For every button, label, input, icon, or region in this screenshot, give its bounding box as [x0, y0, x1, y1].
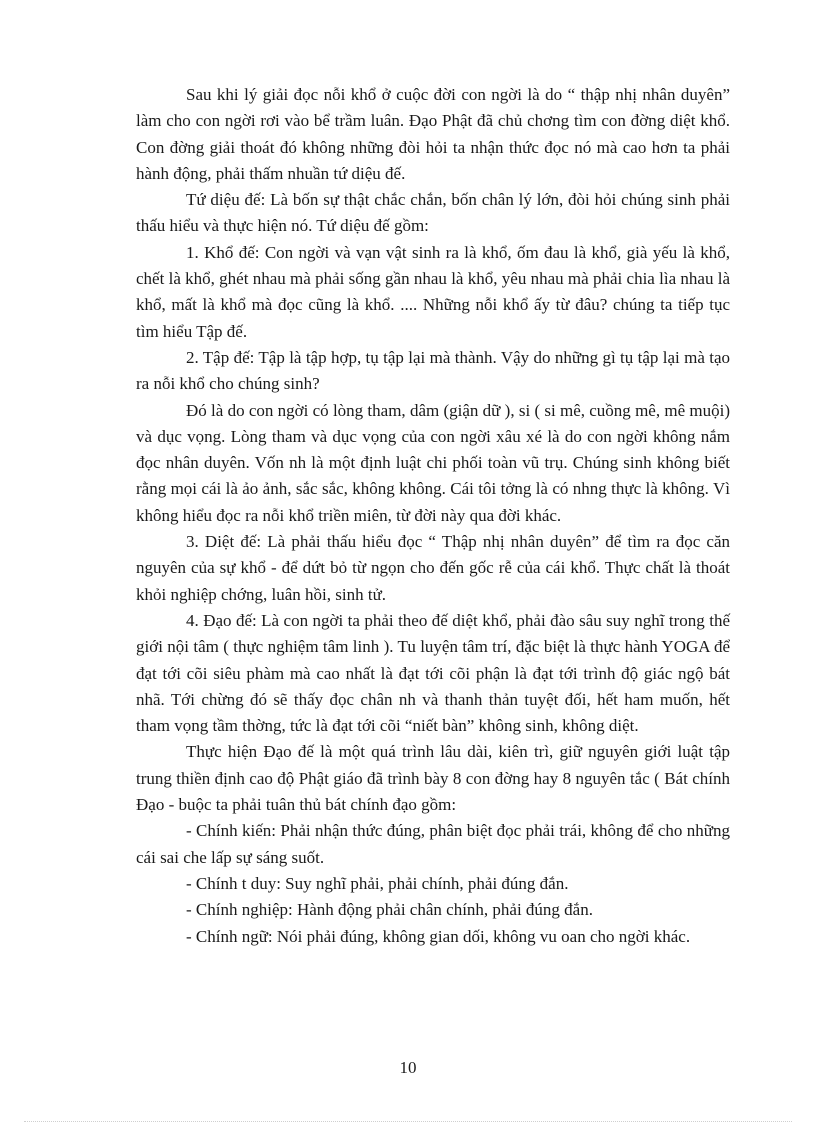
paragraph-intro: Sau khi lý giải đọc nỗi khổ ở cuộc đời con ngời là do “ thập nhị nhân duyên” làm cho con ngời rơi vào bể trầm luân. Đạo Phật đã chủ chơng tìm con đờng diệt khổ. Con đờng giải thoát đó không những đòi hỏi ta nhận thức đọc nó mà cao hơn ta phải hành động, phải thấm nhuần tứ diệu đế.: [136, 85, 730, 183]
paragraph-diet-de: 3. Diệt đế: Là phải thấu hiểu đọc “ Thập nhị nhân duyên” để tìm ra đọc căn nguyên của sự khổ - để dứt bỏ từ ngọn cho đến gốc rễ của cái khổ. Thực chất là thoát khỏi nghiệp chớng, luân hồi, sinh tử.: [136, 532, 730, 604]
list-item-chinh-nghiep: - Chính nghiệp: Hành động phải chân chính, phải đúng đắn.: [186, 900, 593, 920]
paragraph-four-noble-truths: Tứ diệu đế: Là bốn sự thật chắc chắn, bốn chân lý lớn, đòi hỏi chúng sinh phải thấu hiểu và thực hiện nó. Tứ diệu đế gồm:: [136, 190, 730, 236]
list-item-chinh-tu-duy: - Chính t duy: Suy nghĩ phải, phải chính, phải đúng đắn.: [186, 873, 569, 893]
paragraph-kho-de: 1. Khổ đế: Con ngời và vạn vật sinh ra là khổ, ốm đau là khổ, già yếu là khổ, chết là khổ, ghét nhau mà phải sống gần nhau là khổ, yêu nhau mà phải chia lìa nhau là khổ, mất là khổ mà đọc cũng là khổ. .... Những nỗi khổ ấy từ đâu? chúng ta tiếp tục tìm hiểu Tập đế.: [136, 242, 730, 341]
document-body: [136, 82, 730, 950]
list-item-chinh-kien: - Chính kiến: Phải nhận thức đúng, phân biệt đọc phải trái, không để cho những cái sai che lấp sự sáng suốt.: [136, 821, 730, 867]
list-item-chinh-ngu: - Chính ngữ: Nói phải đúng, không gian dối, không vu oan cho ngời khác.: [186, 926, 691, 946]
paragraph-eightfold-path: Thực hiện Đạo đế là một quá trình lâu dài, kiên trì, giữ nguyên giới luật tập trung thiền định cao độ Phật giáo đã trình bày 8 con đờng hay 8 nguyên tắc ( Bát chính Đạo - buộc ta phải tuân thủ bát chính đạo gồm:: [136, 742, 730, 815]
paragraph-dao-de: 4. Đạo đế: Là con ngời ta phải theo đế diệt khổ, phải đào sâu suy nghĩ trong thế giới nội tâm ( thực nghiệm tâm linh ). Tu luyện tâm trí, đặc biệt là thực hành YOGA để đạt tới cõi siêu phàm mà cao nhất là đạt tới cõi phận là đạt tới trình độ giác ngộ bát nhã. Tới chừng đó sẽ thấy đọc chân nh và thanh thản tuyệt đối, hết ham muốn, hết tham vọng tầm thờng, tức là đạt tới cõi “niết bàn” không sinh, không diệt.: [136, 610, 730, 736]
paragraph-tap-de-cause: Đó là do con ngời có lòng tham, dâm (giận dữ ), si ( si mê, cuồng mê, mê muội) và dục vọng. Lòng tham và dục vọng của con ngời xâu xé là do con ngời không nắm đọc nhân duyên. Vốn nh là một định luật chi phối toàn vũ trụ. Chúng sinh không biết rằng mọi cái là ảo ảnh, sắc sắc, không không. Cái tôi tởng là có nhng thực là không. Vì không hiểu đọc ra nỗi khổ triền miên, từ đời này qua đời khác.: [136, 400, 730, 525]
page-bottom-divider: [24, 1121, 792, 1122]
page-number: 10: [399, 1058, 417, 1077]
paragraph-tap-de: 2. Tập đế: Tập là tập hợp, tụ tập lại mà thành. Vậy do những gì tụ tập lại mà tạo ra nỗi khổ cho chúng sinh?: [136, 347, 730, 394]
